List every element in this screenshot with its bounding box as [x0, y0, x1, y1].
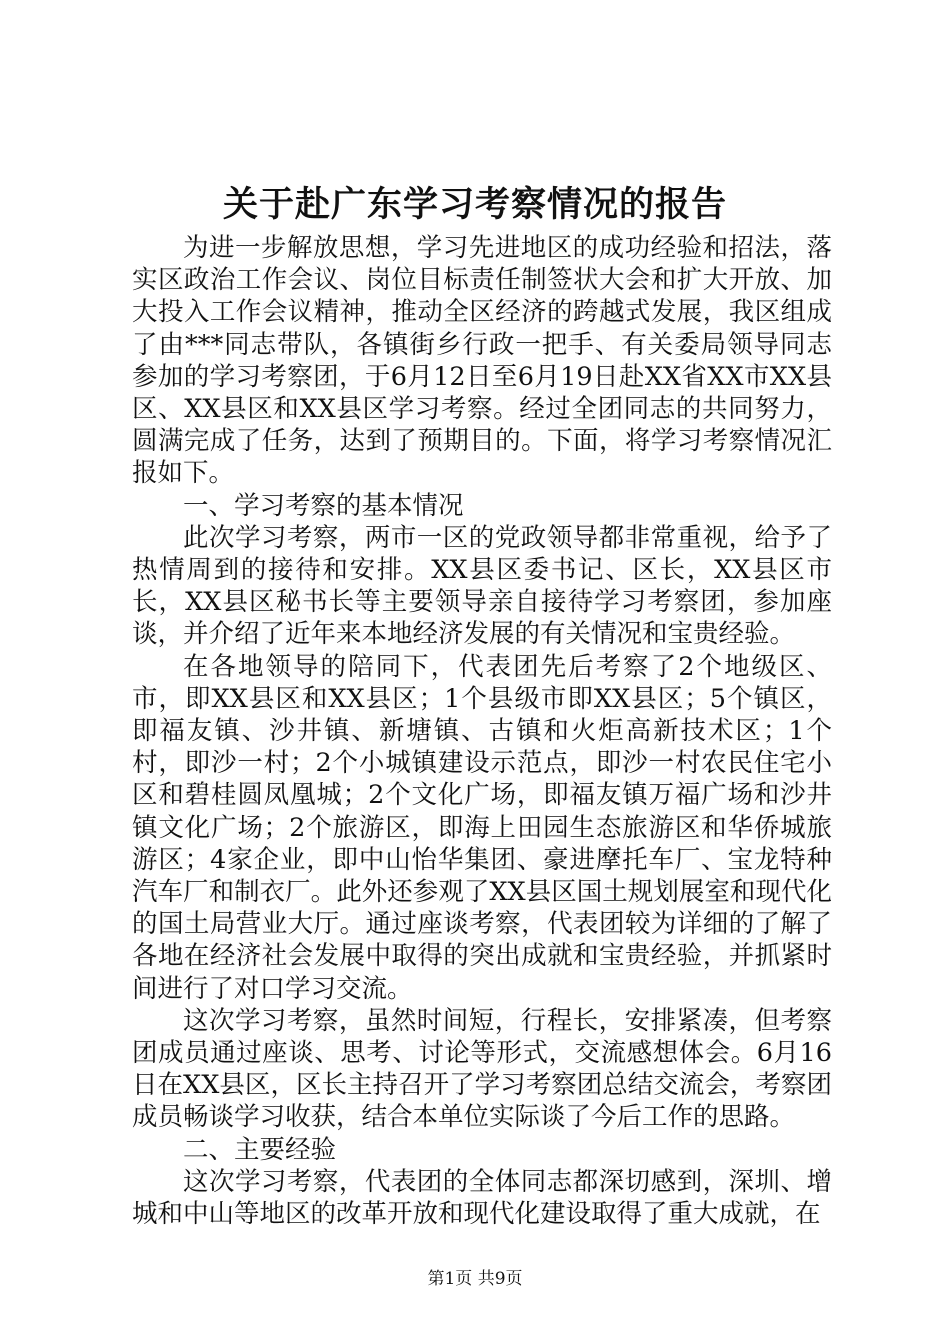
document-body	[132, 232, 832, 1230]
body-paragraph: 这次学习考察，代表团的全体同志都深切感到，深圳、增城和中山等地区的改革开放和现代化建设取得了重大成就，在	[132, 1166, 832, 1230]
page-footer: 第1页 共9页	[427, 1269, 523, 1289]
section-heading-basic-situation: 一、学习考察的基本情况	[183, 490, 464, 521]
body-paragraph: 在各地领导的陪同下，代表团先后考察了2个地级区、市，即XX县区和XX县区；1个县级市即XX县区；5个镇区，即福友镇、沙井镇、新塘镇、古镇和火炬高新技术区；1个村，即沙一村；2个小城镇建设示范点，即沙一村农民住宅小区和碧桂圆凤凰城；2个文化广场，即福友镇万福广场和沙井镇文化广场；2个旅游区，即海上田园生态旅游区和华侨城旅游区；4家企业，即中山怡华集团、豪进摩托车厂、宝龙特种汽车厂和制衣厂。此外还参观了XX县区国土规划展室和现代化的国土局营业大厅。通过座谈考察，代表团较为详细的了解了各地在经济社会发展中取得的突出成就和宝贵经验，并抓紧时间进行了对口学习交流。	[132, 651, 832, 1004]
document-title: 关于赴广东学习考察情况的报告	[222, 184, 727, 225]
intro-paragraph: 为进一步解放思想，学习先进地区的成功经验和招法，落实区政治工作会议、岗位目标责任制签状大会和扩大开放、加大投入工作会议精神，推动全区经济的跨越式发展，我区组成了由***同志带队，各镇街乡行政一把手、有关委局领导同志参加的学习考察团，于6月12日至6月19日赴XX省XX市XX县区、XX县区和XX县区学习考察。经过全团同志的共同努力，圆满完成了任务，达到了预期目的。下面，将学习考察情况汇报如下。	[132, 233, 832, 489]
section-heading-main-experience: 二、主要经验	[183, 1134, 337, 1165]
body-paragraph: 这次学习考察，虽然时间短，行程长，安排紧凑，但考察团成员通过座谈、思考、讨论等形式，交流感想体会。6月16日在XX县区，区长主持召开了学习考察团总结交流会，考察团成员畅谈学习收获，结合本单位实际谈了今后工作的思路。	[132, 1005, 832, 1133]
body-paragraph: 此次学习考察，两市一区的党政领导都非常重视，给予了热情周到的接待和安排。XX县区委书记、区长，XX县区市长，XX县区秘书长等主要领导亲自接待学习考察团，参加座谈，并介绍了近年来本地经济发展的有关情况和宝贵经验。	[132, 522, 832, 650]
